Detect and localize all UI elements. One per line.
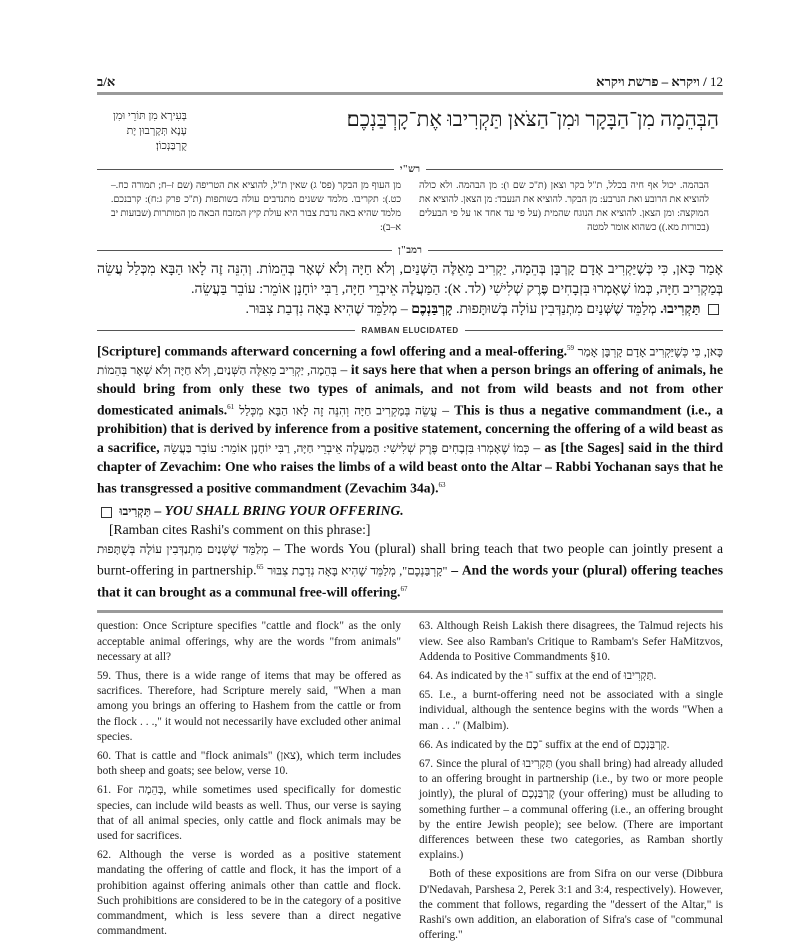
page-number: 12 (710, 74, 723, 89)
ramban-para-2: תַּקְרִיבוּ. מְלַמֵּד שֶׁשְּׁנַיִם מִתְנַדְּבִין עוֹלָה בְּשׁוּתָּפוּת. קָרְבַּנְכֶם – מְלַמֵּד שֶׁהִיא בָּאָה נִדְבַת צִבּוּר. (97, 300, 723, 320)
rashi-divider (97, 164, 723, 175)
ramban-lemma-1: תַּקְרִיבוּ. (660, 302, 701, 317)
footnote: 67. Since the plural of תַּקְרִיבוּ (you shall bring) had already alluded to an offering brought in partnership (i.e., by two or more people jointly), the plural of קָרְבַּנְכֶם (your offering) must be alluding to something further – a communal offering (i.e., an offering brought by the entire Jewish people); see below. (There are important differences between these two categories, as Ramban shortly explains.) (419, 758, 724, 862)
ramban-lemma-2: קָרְבַּנְכֶם (411, 302, 453, 317)
page-title: 12 / ויקרא – פרשת ויקרא (596, 74, 723, 89)
chapter-verse-ref: א/ב (97, 74, 116, 89)
footnotes-right-col (419, 619, 723, 947)
ramban-para-1: אָמַר כָּאן, כִּי כְּשֶׁיַּקְרִיב אָדָם קָרְבָּן בְּהֵמָה, יַקְרִיב מֵאֵלֶּה הַשְּׁנַיִם, וְלֹא חַיָּה וְלֹא שְׁאָר בְּהֵמוֹת. וְהִנֵּה זֶה לָאו הַבָּא מִכְּלַל עֲשֵׂה בְּמַקְרִיב חַיָּה, כְּמוֹ שֶׁאָמְרוּ בִּזְבָחִים פֶּרֶק שְׁלִישִׁי (לד. א): הַמַּעֲלֶה אֵיבְרֵי חַיָּה, רַבִּי יוֹחָנָן אוֹמֵר: עוֹבֵר בַּעֲשֵׂה. (97, 262, 723, 297)
rashi-commentary (97, 179, 723, 235)
elucidated-para-1: [Scripture] commands afterward concerning a fowl offering and a meal-offering.$^{59}$ אָמַר כָּאן, כִּי כְּשֶׁיַּקְרִיב אָדָם קָרְבָּן בְּהֵמָה, יַקְרִיב מֵאֵלֶּה הַשְּׁנַיִם, וְלֹא חַיָּה וְלֹא שְׁאָר בְּהֵמוֹת – it says here that when a person brings an offering of animals, he should bring from only these two types of animals, and not from wild beasts and not from other domesticated animals.$^{61}$ וְהִנֵּה זֶה לָאו הַבָּא מִכְּלַל עֲשֵׂה בְּמַקְרִיב חַיָּה – This is thus a negative commandment (i.e., a prohibition) that is derived by inference from a positive statement, concerning the offering of a wild beast as a sacrifice, כְּמוֹ שֶׁאָמְרוּ בִּזְבָחִים פֶּרֶק שְׁלִישִׁי: הַמַּעֲלֶה אֵיבְרֵי חַיָּה, רַבִּי יוֹחָנָן אוֹמֵר: עוֹבֵר בַּעֲשֵׂה – as [the Sages] said in the third chapter of Zevachim: One who raises the limbs of a wild beast onto the Altar – Rabbi Yochanan says that he has transgressed a positive commandment (Zevachim 34a).$^{63}$ (97, 343, 724, 496)
elucidated-para-2: מְלַמֵּד שֶׁשְּׁנַיִם מִתְנַדְּבִין עוֹלָה בְּשֻׁתָּפוּת – The words You (plural) shall bring teach that two people can jointly present a burnt-offering in partnership.$^{65}$ "קָרְבַּנְכֶם", מְלַמֵּד שֶׁהִיא בָּאָה נִדְבַת צִבּוּר – And the words your (plural) offering teaches that it can brought as a communal free-will offering.$^{67}$ (97, 540, 723, 600)
footnote: 65. I.e., a burnt-offering need not be associated with a single individual, although the sentence begins with the words "When a man . . ." (Malbim). (419, 689, 723, 732)
footnote: 64. As indicated by the ־וּ suffix at the end of תַּקְרִיבוּ. (419, 669, 657, 682)
rashi-col-right: הבהמה. יכול אף חיה בכלל, ת"ל בקר וצאן (ת"כ שם ו): מן הבהמה. ולא כולה להוציא את הרובע ואת הנרבע: מן הבקר. להוציא את הנעבד: מן הצאן. להוציא את המוקצה: ומן הצאן. להוציא את הנוגח שהמית (על פי עד אחד או על פי הבעלים (בכורות מא.)) כשהוא אומר למטה (419, 181, 709, 233)
footnote: 63. Although Reish Lakish there disagrees, the Talmud rejects his view. See also Ramban's Critique to Rambam's Sefer HaMitzvos, Addenda to Positive Commandments §10. (419, 620, 723, 663)
footnote: question: Once Scripture specifies "cattle and flock" as the only acceptable animal offerings, why are the words "from animals" necessary at all? (97, 620, 401, 663)
footnote: 62. Although the verse is worded as a positive statement mandating the offering of cattle and flock, it has the import of a prohibition against offering animals other than cattle and flock. Such prohibitions are considered to be in the category of a positive commandment, which is less severe than a direct negative commandment. (97, 849, 401, 938)
elucidated-label: RAMBAN ELUCIDATED (361, 326, 459, 335)
footnote: 60. That is cattle and "flock animals" (צאן), which term includes both sheep and goats; see below, verse 10. (97, 750, 401, 778)
elucidated-divider (97, 326, 723, 335)
parsha-title: ויקרא – פרשת ויקרא (596, 74, 700, 89)
footnote-separator (97, 610, 723, 613)
rashi-label: רש"י (399, 164, 421, 175)
footnote: 61. For בְּהֵמָה, while sometimes used specifically for domestic species, can include wild beasts as well. Thus, our verse is saying that of all animal species, only cattle and flock animals may be used for sacrifices. (97, 784, 402, 843)
square-bullet-icon (101, 507, 112, 518)
rashi-col-left: מן העוף מן הבקר (פס' ג) שאין ת"ל, להוציא את הטריפה (שם ז–ח; תמורה כח.–כט.): תקריבו. מלמד ששנים מתנדבים עולה בשותפות (ת"כ פרק ג:ח): קרבנכם. מלמד שהיא באה נדבת צבור היא עולת קיץ המזבח הבאה מן המותרות (שבועות יב א–ב): (111, 181, 401, 233)
elucidated-lemma: תַּקְרִיבוּ – YOU SHALL BRING YOUR OFFERING. (97, 502, 723, 521)
ramban-label: רמב"ן (398, 245, 422, 256)
running-header (97, 72, 723, 95)
torah-verse: הַבְּהֵמָה מִן־הַבָּקָר וּמִן־הַצֹּאן תַּקְרִיבוּ אֶת־קָרְבַּנְכֶם׃ (346, 107, 719, 131)
footnotes (97, 619, 723, 947)
verse-row (97, 107, 723, 154)
ramban-hebrew (97, 260, 723, 320)
square-bullet-icon (708, 304, 719, 315)
ramban-elucidated (97, 339, 723, 602)
book-page (97, 72, 723, 947)
footnote: 59. Thus, there is a wide range of items that may be offered as sacrifices. Therefore, had Scripture merely said, "When a man among you brings an offering to Hashem from the cattle or from the flock . . .," it would not necessarily have excluded other animal species. (97, 669, 401, 743)
ramban-divider (97, 245, 723, 256)
footnote: 66. As indicated by the ־כֶם suffix at the end of קָרְבַּנְכֶם. (419, 738, 670, 751)
onkelos-translation: בְּעִירָא מִן תּוֹרֵי וּמִן עָנָא תְּקָרְבוּן יָת קֻרְבַּנְכוֹן׃ (113, 110, 187, 152)
footnote: Both of these expositions are from Sifra on our verse (Dibbura D'Nedavah, Parshesa 2, Perek 3:1 and 3:4, respectively). However, the comment that follows, regarding the "dessert of the Altar," is Rashi's own addition, an elaboration of Sifra's case of "communal offering." (419, 868, 723, 942)
elucidated-note: [Ramban cites Rashi's comment on this phrase:] (109, 521, 371, 537)
footnotes-left-col (97, 619, 401, 947)
